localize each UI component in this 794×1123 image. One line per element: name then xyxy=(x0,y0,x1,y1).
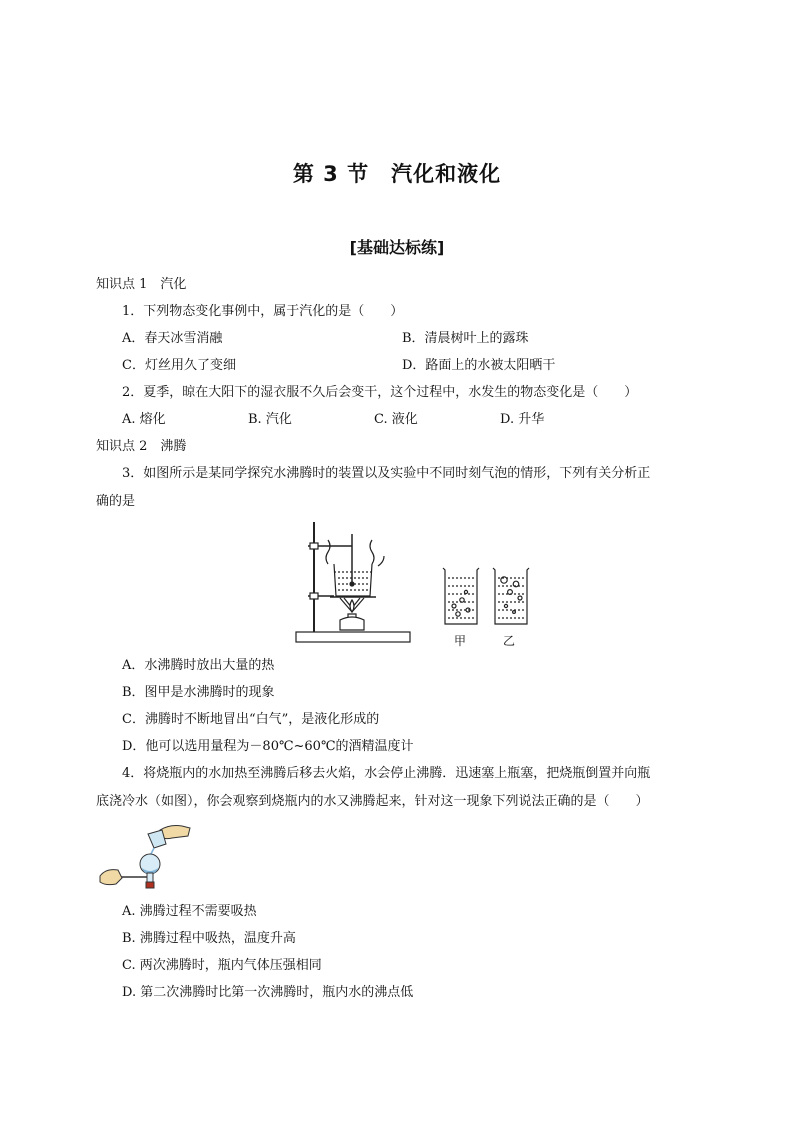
question-4-option-a: A. 沸腾过程不需要吸热 xyxy=(122,904,257,919)
question-3-option-a: A．水沸腾时放出大量的热 xyxy=(122,658,275,673)
knowledge-point-2: 知识点 2 沸腾 xyxy=(96,439,187,454)
question-3-option-b: B．图甲是水沸腾时的现象 xyxy=(122,685,275,700)
question-2-option-b: B. 汽化 xyxy=(248,412,292,427)
question-4-option-c: C. 两次沸腾时，瓶内气体压强相同 xyxy=(122,958,322,973)
question-3-stem-line-1: 3．如图所示是某同学探究水沸腾时的装置以及实验中不同时刻气泡的情形，下列有关分析正 xyxy=(122,466,651,481)
question-2-option-d: D. 升华 xyxy=(500,412,545,427)
question-1-option-d: D．路面上的水被太阳晒干 xyxy=(402,358,556,373)
boiling-apparatus-figure xyxy=(294,520,414,648)
question-4-stem-line-1: 4．将烧瓶内的水加热至沸腾后移去火焰，水会停止沸腾．迅速塞上瓶塞，把烧瓶倒置并向瓶 xyxy=(122,766,651,781)
beaker-label-jia: 甲 xyxy=(454,634,467,648)
question-1-option-c: C．灯丝用久了变细 xyxy=(122,358,236,373)
question-2-stem: 2．夏季，晾在大阳下的湿衣服不久后会变干，这个过程中，水发生的物态变化是（ ） xyxy=(122,385,638,400)
beaker-label-yi: 乙 xyxy=(503,634,516,648)
question-3-option-d: D．他可以选用量程为－80℃~60℃的酒精温度计 xyxy=(122,739,414,754)
question-4-option-b: B. 沸腾过程中吸热，温度升高 xyxy=(122,931,296,946)
question-2-option-a: A. 熔化 xyxy=(122,412,166,427)
section-subtitle: [基础达标练] xyxy=(349,238,445,257)
section-title: 第 3 节 汽化和液化 xyxy=(292,162,502,186)
question-3-stem-line-2: 确的是 xyxy=(96,494,136,509)
question-1-option-a: A．春天冰雪消融 xyxy=(122,331,223,346)
question-1-option-b: B．清晨树叶上的露珠 xyxy=(402,331,529,346)
question-4-option-d: D. 第二次沸腾时比第一次沸腾时，瓶内水的沸点低 xyxy=(122,985,414,1000)
question-3-option-c: C．沸腾时不断地冒出“白气”，是液化形成的 xyxy=(122,712,380,727)
bubble-beakers-figure xyxy=(440,566,540,630)
question-1-stem: 1．下列物态变化事例中，属于汽化的是（ ） xyxy=(122,304,404,319)
question-4-stem-line-2: 底浇冷水（如图），你会观察到烧瓶内的水又沸腾起来，针对这一现象下列说法正确的是（ ） xyxy=(96,794,649,809)
question-2-option-c: C. 液化 xyxy=(374,412,418,427)
knowledge-point-1: 知识点 1 汽化 xyxy=(96,277,187,292)
inverted-flask-figure xyxy=(98,822,194,894)
